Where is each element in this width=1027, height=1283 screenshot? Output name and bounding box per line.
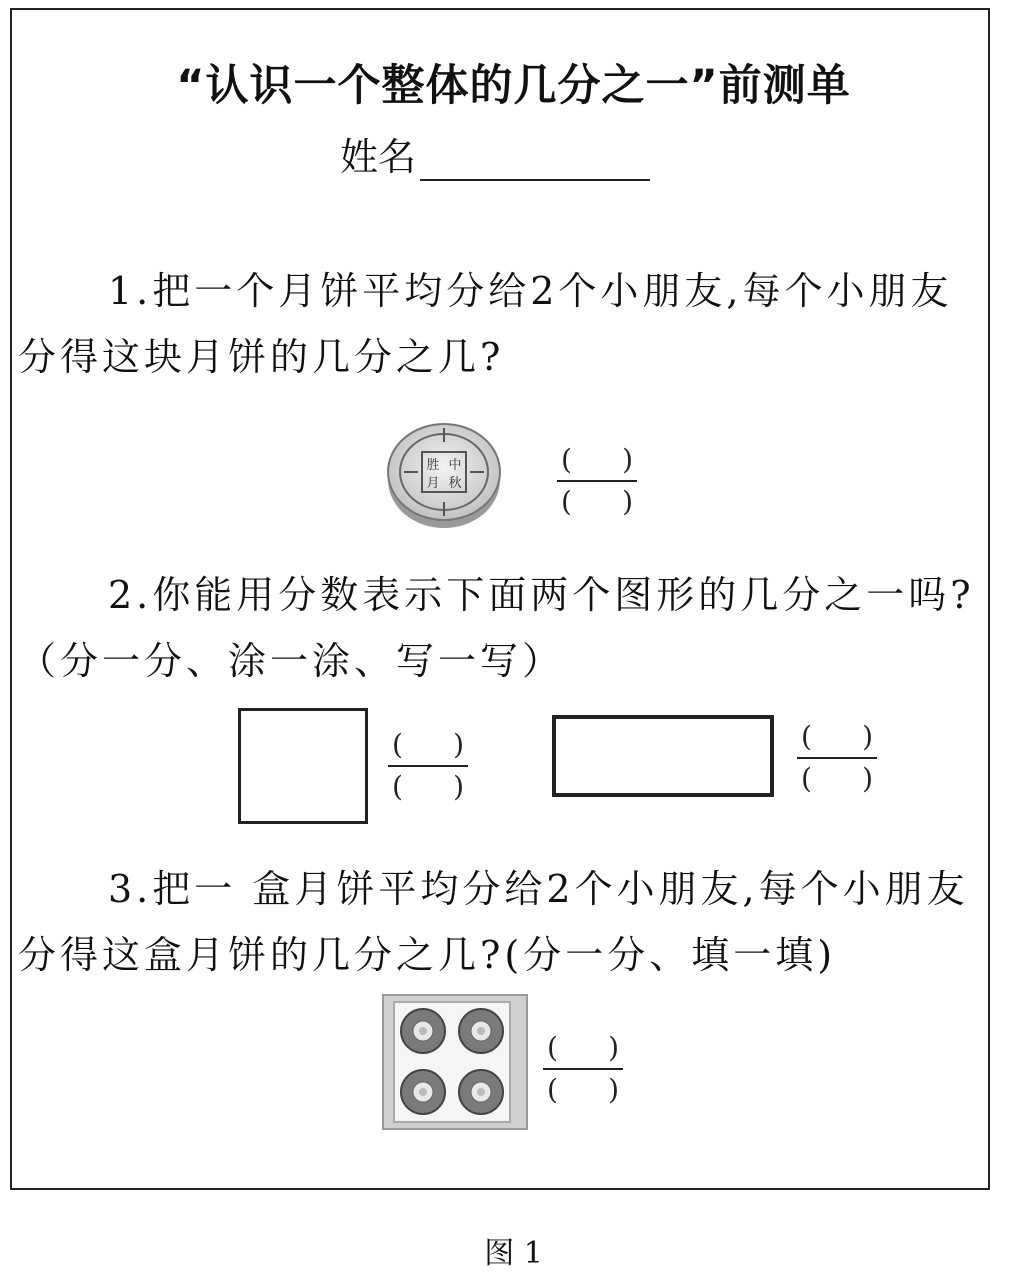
fraction-bar — [388, 765, 468, 767]
paren-close: ) — [862, 762, 873, 795]
mooncake-stamp-char: 中 — [448, 458, 462, 473]
figure-caption: 图 1 — [484, 1236, 543, 1271]
fraction-blank-2a[interactable] — [388, 728, 468, 803]
fraction-blank-2b[interactable] — [797, 720, 877, 795]
square-figure[interactable] — [238, 708, 368, 824]
mooncake-image — [384, 414, 506, 532]
mooncake-stamp-char: 胜 — [426, 458, 440, 473]
paren-close: ) — [622, 443, 633, 476]
paren-open: ( — [801, 720, 812, 753]
paren-close: ) — [453, 770, 464, 803]
mooncake-stamp-char: 秋 — [448, 476, 462, 491]
paren-close: ) — [453, 728, 464, 761]
fraction-blank-3[interactable] — [543, 1031, 623, 1106]
question-2: 2.你能用分数表示下面两个图形的几分之一吗?（分一分、涂一涂、写一写） — [18, 573, 975, 683]
rectangle-figure[interactable] — [552, 715, 774, 797]
question-1: 1.把一个月饼平均分给2个小朋友,每个小朋友分得这块月饼的几分之几? — [18, 269, 953, 379]
paren-open: ( — [547, 1073, 558, 1106]
fraction-bar — [557, 480, 637, 482]
fraction-bar — [797, 757, 877, 759]
name-label: 姓名 — [340, 135, 417, 179]
mooncake-box-image — [382, 994, 528, 1130]
paren-close: ) — [622, 485, 633, 518]
name-blank[interactable] — [420, 143, 650, 181]
paren-open: ( — [547, 1031, 558, 1064]
paren-open: ( — [801, 762, 812, 795]
paren-close: ) — [608, 1031, 619, 1064]
page-title: “认识一个整体的几分之一”前测单 — [176, 61, 851, 111]
name-field — [340, 126, 650, 181]
fraction-blank-1[interactable] — [557, 443, 637, 518]
paren-open: ( — [392, 728, 403, 761]
paren-close: ) — [608, 1073, 619, 1106]
paren-open: ( — [561, 485, 572, 518]
paren-close: ) — [862, 720, 873, 753]
paren-open: ( — [392, 770, 403, 803]
mooncake-stamp-char: 月 — [426, 476, 440, 491]
question-3: 3.把一 盒月饼平均分给2个小朋友,每个小朋友分得这盒月饼的几分之几?(分一分、填一填) — [18, 867, 969, 977]
fraction-bar — [543, 1068, 623, 1070]
paren-open: ( — [561, 443, 572, 476]
